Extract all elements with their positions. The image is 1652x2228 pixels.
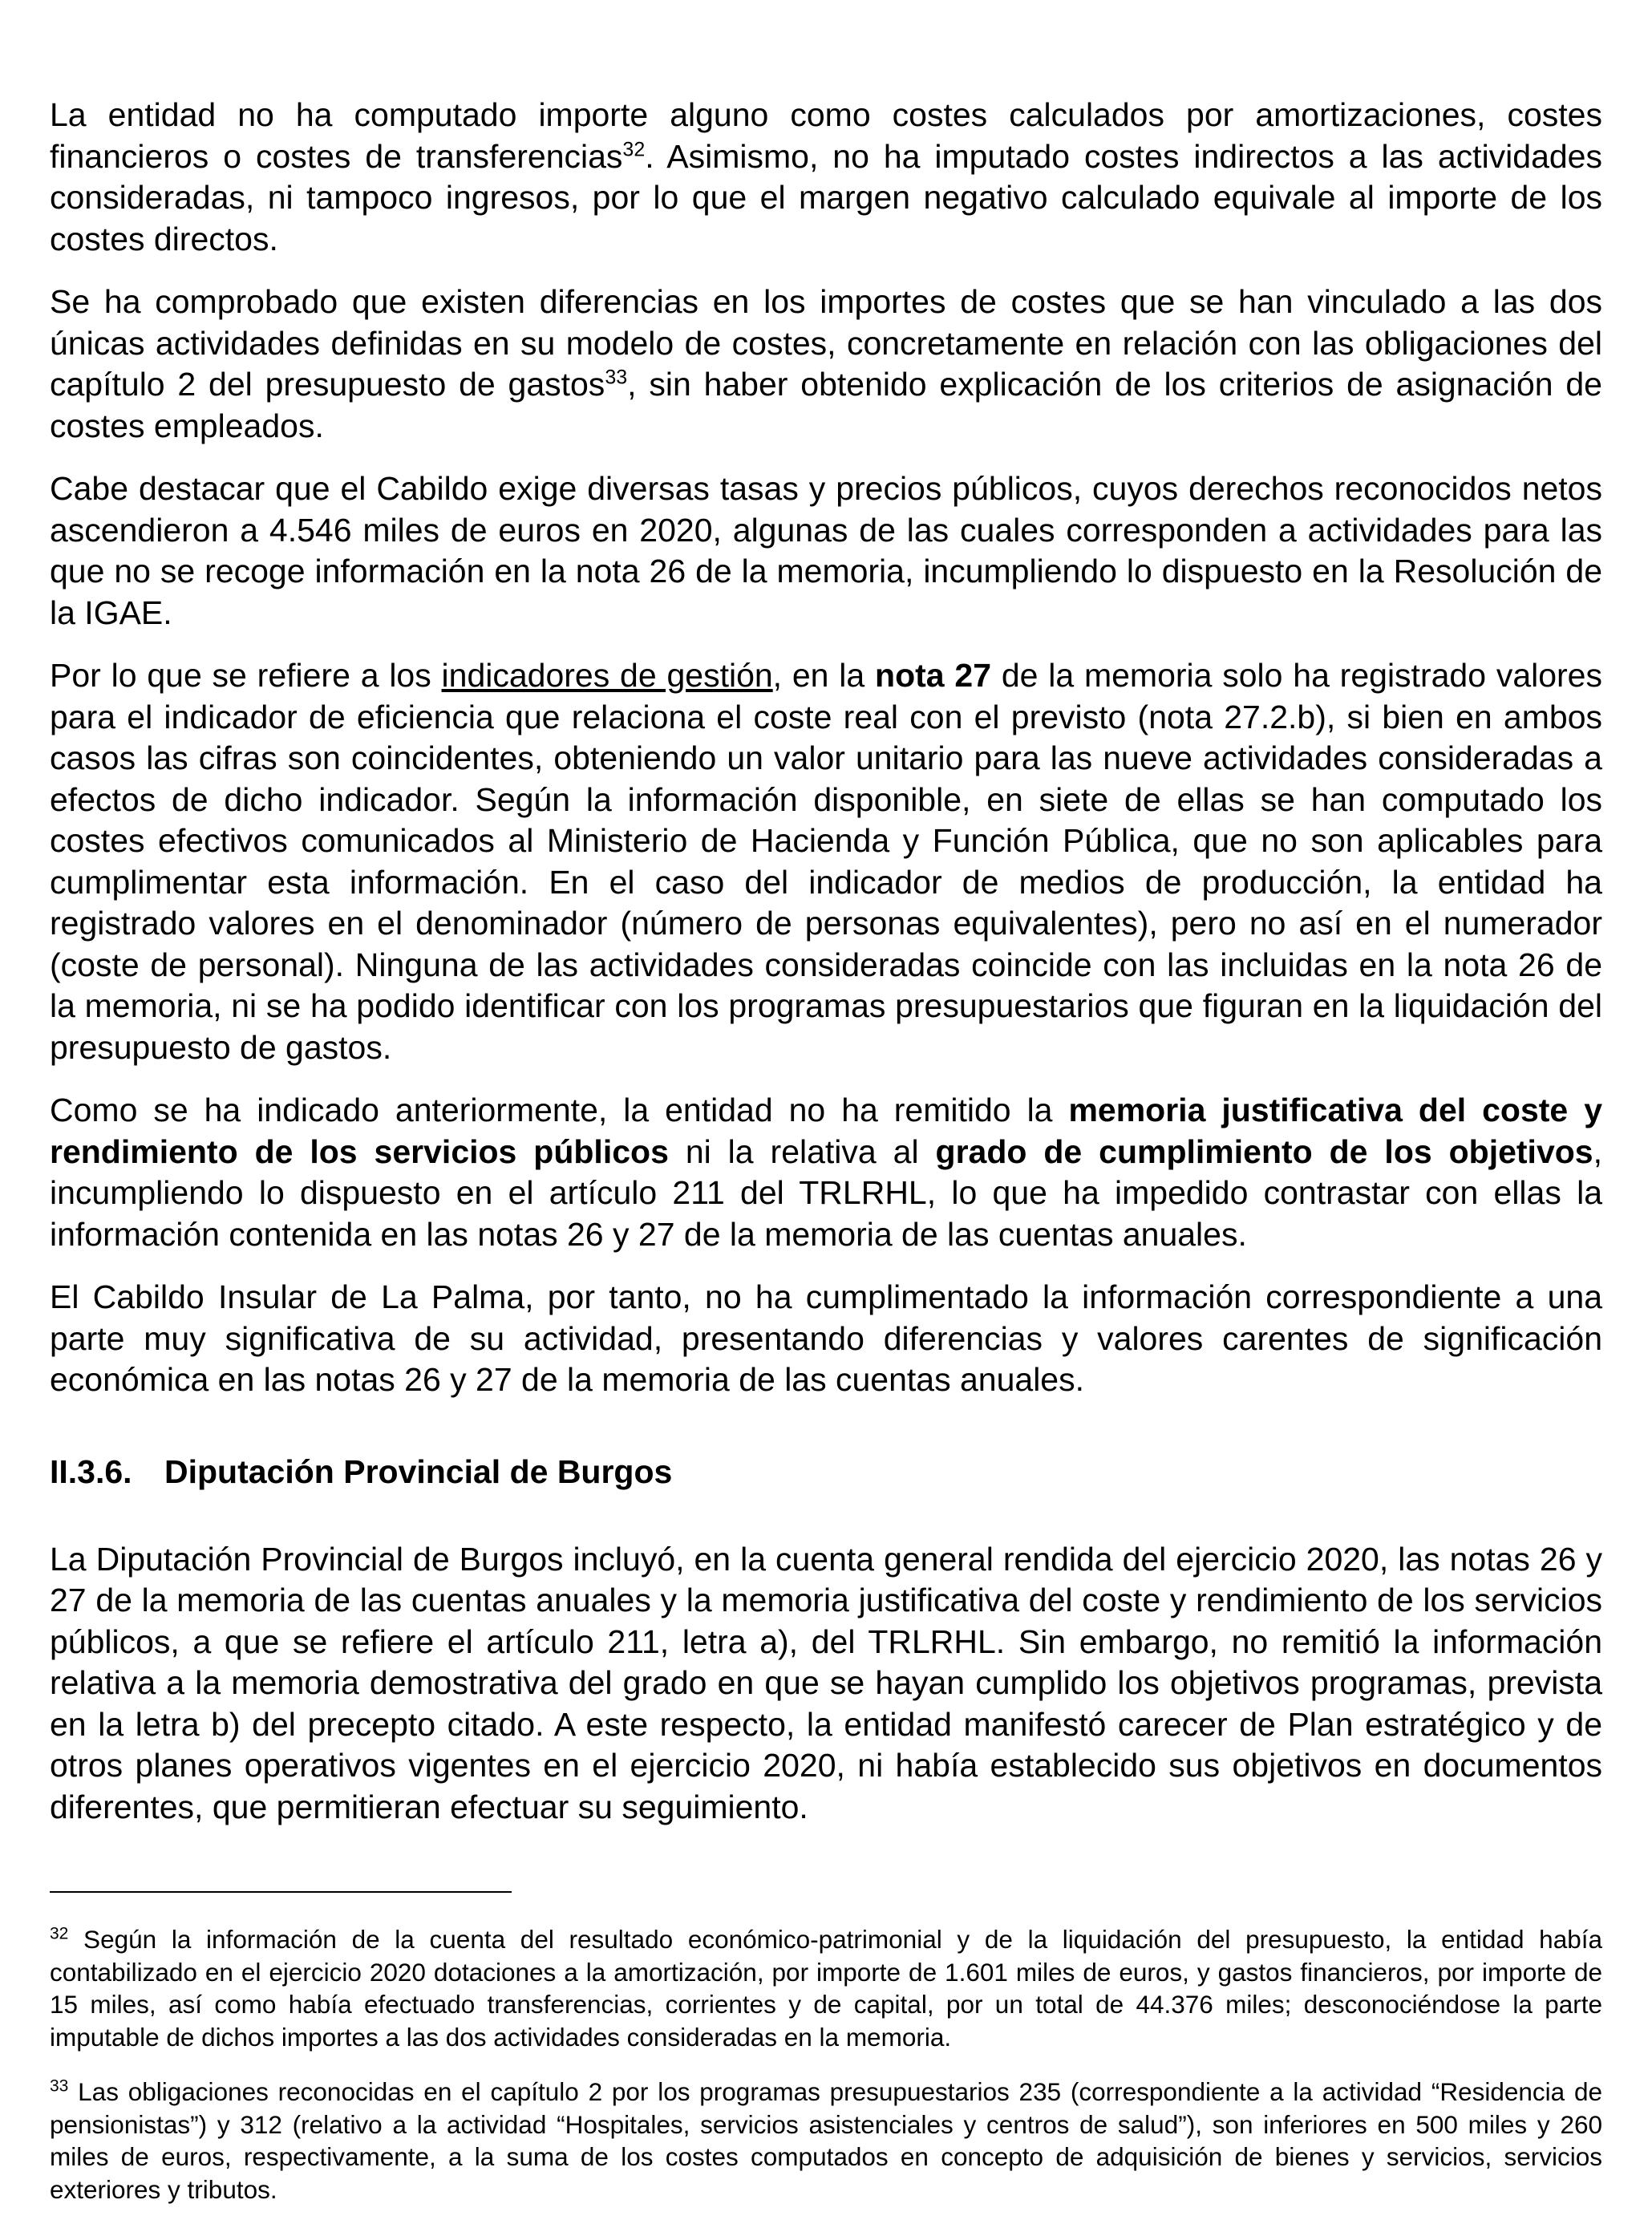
footnote-separator <box>50 1891 512 1893</box>
paragraph <box>50 1090 1602 1255</box>
footnote-text: Las obligaciones reconocidas en el capítulo 2 por los programas presupuestarios 235 (correspondiente a la actividad “Residencia de pensionistas”) y 312 (relativo a la actividad “Hospitales, servicios asistenciales y centros de salud”), son inferiores en 500 miles y 260 miles de euros, respectivamente, a la suma de los costes computados en concepto de adquisición de bienes y servicios, servicios exteriores y tributos. <box>50 2077 1602 2204</box>
section-title: Diputación Provincial de Burgos <box>164 1452 673 1490</box>
paragraph <box>50 468 1602 634</box>
footnote-number: 33 <box>50 2076 69 2096</box>
document-page <box>50 95 1602 1849</box>
paragraph-text: , sin haber obtenido explicación de los criterios de asignación de costes empleados. <box>50 366 1602 444</box>
paragraph-text: La entidad no ha computado importe alguno como costes calculados por amortizaciones, costes financieros o costes de transferencias <box>50 96 1602 175</box>
paragraph-text: , en la <box>772 657 876 694</box>
footnote-text: Según la información de la cuenta del resultado económico-patrimonial y de la liquidación del presupuesto, la entidad había contabilizado en el ejercicio 2020 dotaciones a la amortización, por importe de 1.601 miles de euros, y gastos financieros, por importe de 15 miles, así como había efectuado transferencias, corrientes y de capital, por un total de 44.376 miles; desconociéndose la parte imputable de dichos importes a las dos actividades consideradas en la memoria. <box>50 1925 1602 2052</box>
paragraph <box>50 95 1602 260</box>
paragraph-text: ni la relativa al <box>668 1132 936 1170</box>
paragraph-text: Como se ha indicado anteriormente, la entidad no ha remitido la <box>50 1092 1069 1128</box>
bold-term: nota 27 <box>875 657 991 694</box>
section-number: II.3.6. <box>50 1452 132 1490</box>
underlined-term: indicadores de gestión <box>441 657 773 694</box>
footnotes <box>50 1923 1602 2228</box>
bold-term: memoria justificativa del coste y rendimiento de los servicios públicos <box>50 1092 1603 1170</box>
paragraph-text: Cabe destacar que el Cabildo exige diversas tasas y precios públicos, cuyos derechos reconocidos netos ascendieron a 4.546 miles de euros en 2020, algunas de las cuales corresponden a actividades para las que no se recoge información en la nota 26 de la memoria, incumpliendo lo dispuesto en la Resolución de la IGAE. <box>50 470 1602 631</box>
paragraph-text: Se ha comprobado que existen diferencias en los importes de costes que se han vinculado a las dos únicas actividades definidas en su modelo de costes, concretamente en relación con las obligaciones del capítulo 2 del presupuesto de gastos <box>50 283 1602 403</box>
paragraph-text: Por lo que se refiere a los <box>50 657 442 694</box>
footnote-ref-33[interactable]: 33 <box>605 366 628 389</box>
footnote-number: 32 <box>50 1924 69 1943</box>
bold-term: grado de cumplimiento de los objetivos <box>935 1132 1593 1170</box>
section-heading <box>50 1452 1602 1492</box>
paragraph-text: El Cabildo Insular de La Palma, por tanto, no ha cumplimentado la información correspondiente a una parte muy significativa de su actividad, presentando diferencias y valores carentes de significación económica en las notas 26 y 27 de la memoria de las cuentas anuales. <box>50 1278 1602 1398</box>
paragraph-text: La Diputación Provincial de Burgos incluyó, en la cuenta general rendida del ejercicio 2020, las notas 26 y 27 de la memoria de las cuentas anuales y la memoria justificativa del coste y rendimiento de los servicios públicos, a que se refiere el artículo 211, letra a), del TRLRHL. Sin embargo, no remitió la información relativa a la memoria demostrativa del grado en que se hayan cumplido los objetivos programas, prevista en la letra b) del precepto citado. A este respecto, la entidad manifestó carecer de Plan estratégico y de otros planes operativos vigentes en el ejercicio 2020, ni había establecido sus objetivos en documentos diferentes, que permitieran efectuar su seguimiento. <box>50 1540 1602 1825</box>
paragraph <box>50 1539 1602 1829</box>
footnote-33 <box>50 2076 1602 2206</box>
paragraph <box>50 282 1602 447</box>
paragraph-text: de la memoria solo ha registrado valores para el indicador de eficiencia que relaciona el coste real con el previsto (nota 27.2.b), si bien en ambos casos las cifras son coincidentes, obteniendo un valor unitario para las nueve actividades consideradas a efectos de dicho indicador. Según la información disponible, en siete de ellas se han computado los costes efectivos comunicados al Ministerio de Hacienda y Función Pública, que no son aplicables para cumplimentar esta información. En el caso del indicador de medios de producción, la entidad ha registrado valores en el denominador (número de personas equivalentes), pero no así en el numerador (coste de personal). Ninguna de las actividades consideradas coincide con las incluidas en la nota 26 de la memoria, ni se ha podido identificar con los programas presupuestarios que figuran en la liquidación del presupuesto de gastos. <box>50 657 1602 1066</box>
footnote-ref-32[interactable]: 32 <box>622 137 646 160</box>
paragraph-text: , incumpliendo lo dispuesto en el artículo 211 del TRLRHL, lo que ha impedido contrastar con ellas la información contenida en las notas 26 y 27 de la memoria de las cuentas anuales. <box>50 1132 1603 1253</box>
paragraph-text: . Asimismo, no ha imputado costes indirectos a las actividades consideradas, ni tampoco ingresos, por lo que el margen negativo calculado equivale al importe de los costes directos. <box>50 137 1602 257</box>
paragraph <box>50 1277 1602 1401</box>
footnote-32 <box>50 1923 1602 2053</box>
paragraph <box>50 655 1602 1068</box>
